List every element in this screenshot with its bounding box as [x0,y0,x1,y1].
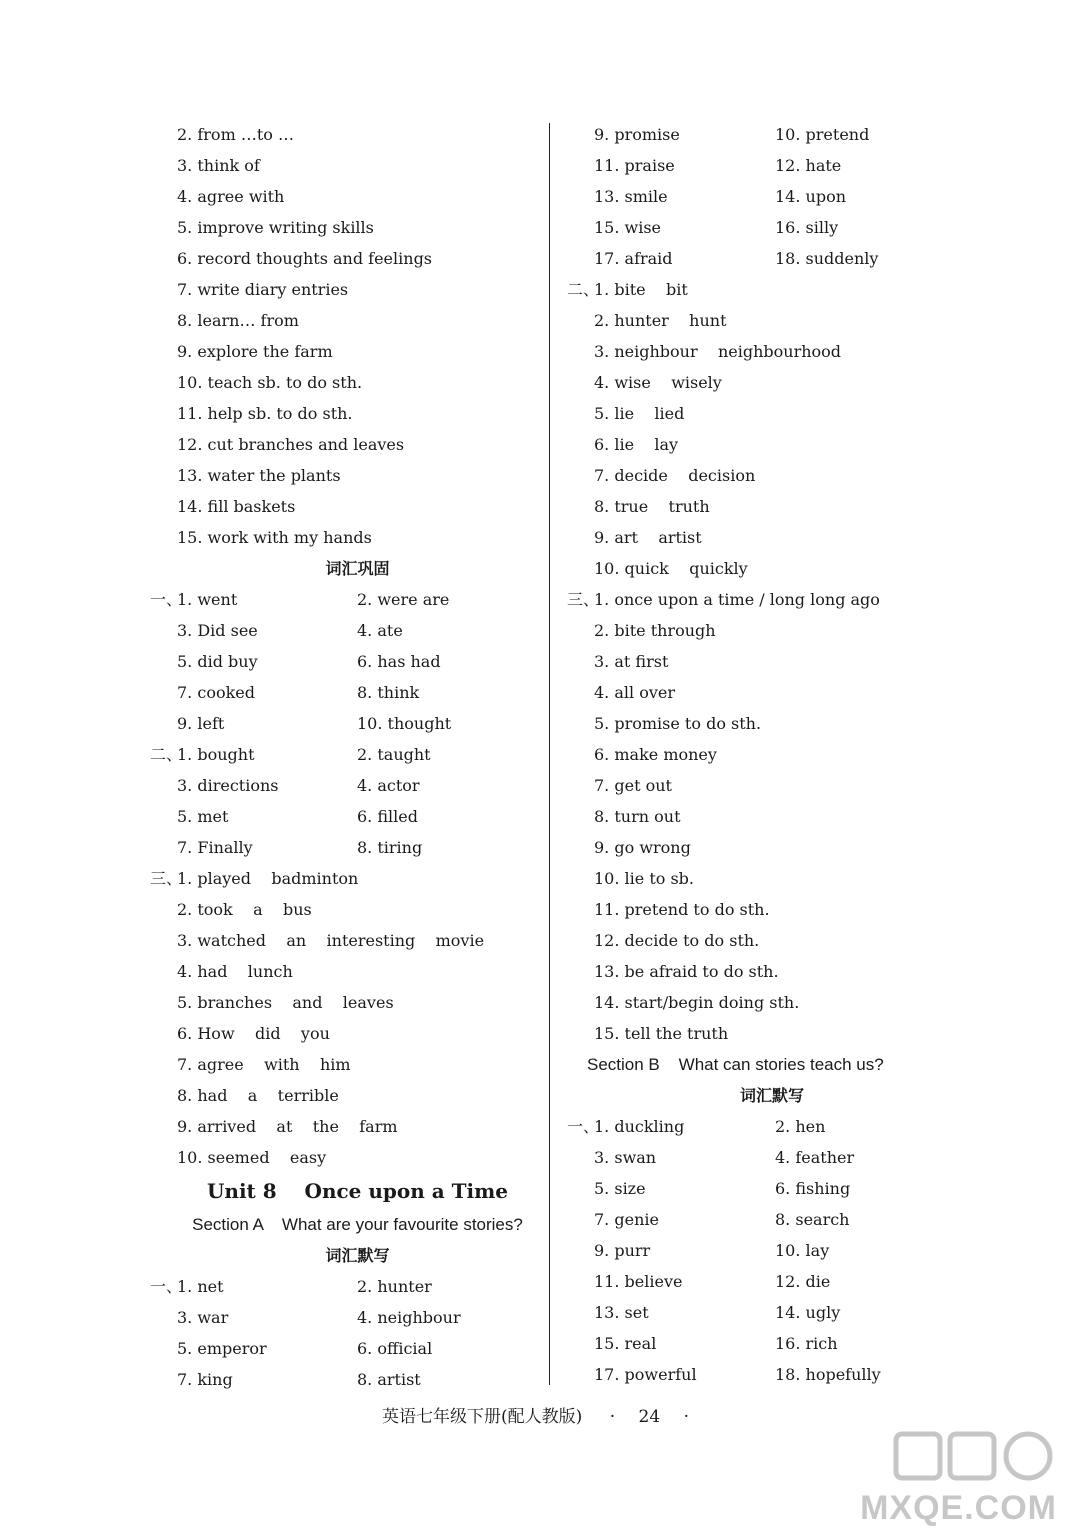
answer-text: 1. played badminton [177,869,359,888]
answer-row [567,770,967,801]
answer-b: 14. upon [775,187,847,206]
answer-a: 3. directions [177,776,279,795]
item-number: 8. [177,311,198,330]
phrase-item [150,429,540,460]
item-number: 13. [177,466,208,485]
answer-a: 7. cooked [177,683,255,702]
answer-row [150,646,540,677]
answer-row [567,243,967,274]
phrase-item [150,367,540,398]
answer-row [150,739,540,770]
answer-b: 10. lay [775,1241,830,1260]
answer-a: 7. king [177,1370,233,1389]
answer-row [150,1049,540,1080]
answer-row [150,1018,540,1049]
answer-a: 17. powerful [594,1365,697,1384]
answer-b: 18. hopefully [775,1365,881,1384]
answer-a: 11. praise [594,156,675,175]
phrase-text [177,150,260,181]
answer-row [150,987,540,1018]
answer-row [567,1204,967,1235]
answer-b: 16. rich [775,1334,838,1353]
answer-text: 10. lie to sb. [594,869,695,888]
answer-text: 1. bite bit [594,280,688,299]
left-column [150,119,540,1395]
answer-row [150,832,540,863]
answer-a: 9. left [177,714,225,733]
phrase-item [150,181,540,212]
answer-b: 12. hate [775,156,842,175]
item-text: teach sb. to do sth. [207,373,363,392]
section-marker: 三、 [567,590,600,609]
answer-text: 2. hunter hunt [594,311,727,330]
phrase-item [150,150,540,181]
answer-row [567,1235,967,1266]
answer-b: 6. has had [357,652,441,671]
item-text: think of [197,156,260,175]
answer-row [567,646,967,677]
answer-a: 15. real [594,1334,657,1353]
section-marker: 三、 [150,869,183,888]
answer-text: 5. lie lied [594,404,685,423]
phrase-item [150,274,540,305]
phrase-text [177,305,299,336]
answer-text: 9. arrived at the farm [177,1117,398,1136]
answer-row [567,491,967,522]
answer-row [567,956,967,987]
phrase-item [150,212,540,243]
answer-a: 5. did buy [177,652,258,671]
column-divider [549,123,550,1385]
answer-a: 17. afraid [594,249,673,268]
phrase-text [177,522,372,553]
answer-a: 7. genie [594,1210,659,1229]
phrase-item [150,336,540,367]
item-number: 12. [177,435,208,454]
item-number: 4. [177,187,198,206]
answer-text: 9. go wrong [594,838,691,857]
answer-a: 7. Finally [177,838,253,857]
answer-a: 11. believe [594,1272,683,1291]
answer-text: 4. had lunch [177,962,293,981]
answer-row [567,1111,967,1142]
answer-row [567,1328,967,1359]
footer-dot-left: · [609,1407,616,1427]
answer-row [567,336,967,367]
answer-text: 8. true truth [594,497,710,516]
answer-b: 14. ugly [775,1303,841,1322]
answer-row [567,429,967,460]
answer-text: 15. tell the truth [594,1024,729,1043]
answer-row [567,553,967,584]
phrase-text [177,460,341,491]
answer-row [567,1359,967,1390]
answer-row [567,615,967,646]
answer-b: 8. tiring [357,838,423,857]
answer-a: 1. duckling [594,1117,685,1136]
phrase-text [177,491,295,522]
phrase-text [177,119,294,150]
answer-row [150,1302,540,1333]
answer-text: 12. decide to do sth. [594,931,760,950]
item-text: cut branches and leaves [207,435,405,454]
answer-row [567,894,967,925]
answer-row [567,1142,967,1173]
answer-text: 3. watched an interesting movie [177,931,485,950]
answer-row [150,1080,540,1111]
watermark-logo [860,1428,1057,1528]
item-text: agree with [197,187,285,206]
watermark-stamp-icon [892,1428,1057,1488]
answer-b: 8. search [775,1210,850,1229]
page-number: 24 [638,1407,661,1427]
answer-text: 7. decide decision [594,466,756,485]
answer-b: 10. pretend [775,125,870,144]
answer-text: 6. How did you [177,1024,330,1043]
answer-b: 6. fishing [775,1179,851,1198]
answer-b: 4. neighbour [357,1308,461,1327]
phrase-item [150,243,540,274]
answer-a: 13. smile [594,187,668,206]
heading-vocab-consolidation: 词汇巩固 [325,559,390,578]
heading-vocab-dictation: 词汇默写 [739,1086,804,1105]
answer-row [567,181,967,212]
answer-row [150,956,540,987]
answer-row [567,367,967,398]
phrase-item [150,119,540,150]
item-text: water the plants [207,466,341,485]
answer-a: 9. purr [594,1241,651,1260]
answer-text: 6. make money [594,745,717,764]
footer-dot-right: · [683,1407,689,1427]
answer-row [567,522,967,553]
answer-text: 4. all over [594,683,675,702]
answer-row [150,1364,540,1395]
answer-text: 5. branches and leaves [177,993,394,1012]
item-number: 15. [177,528,208,547]
phrase-item [150,305,540,336]
item-number: 11. [177,404,208,423]
answer-row [567,212,967,243]
answer-row [567,801,967,832]
answer-b: 6. filled [357,807,418,826]
section-marker: 二、 [150,745,183,764]
section-b-title: Section B What can stories teach us? [587,1055,884,1074]
answer-a: 5. emperor [177,1339,267,1358]
answer-a: 3. war [177,1308,229,1327]
answer-row [150,863,540,894]
phrase-text [177,336,333,367]
answer-row [567,305,967,336]
answer-row [150,1142,540,1173]
answer-row [150,801,540,832]
answer-row [150,584,540,615]
answer-text: 13. be afraid to do sth. [594,962,779,981]
answer-row [567,739,967,770]
answer-b: 4. ate [357,621,403,640]
answer-row [567,119,967,150]
answer-b: 2. hen [775,1117,826,1136]
answer-row [567,150,967,181]
answer-row [567,1266,967,1297]
item-number: 9. [177,342,198,361]
answer-a: 1. net [177,1277,224,1296]
section-marker: 二、 [567,280,600,299]
answer-b: 2. were are [357,590,450,609]
item-number: 10. [177,373,208,392]
answer-row [150,1333,540,1364]
answer-text: 9. art artist [594,528,702,547]
answer-row [150,925,540,956]
answer-text: 5. promise to do sth. [594,714,762,733]
answer-text: 8. turn out [594,807,681,826]
answer-row [150,615,540,646]
answer-b: 8. artist [357,1370,421,1389]
answer-row [567,398,967,429]
phrase-text [177,181,284,212]
answer-row [567,708,967,739]
answer-row [150,770,540,801]
answer-text: 11. pretend to do sth. [594,900,770,919]
section-marker: 一、 [150,590,183,609]
answer-a: 1. bought [177,745,255,764]
phrase-text [177,274,348,305]
answer-row [567,460,967,491]
section-marker: 一、 [150,1277,183,1296]
section-marker: 一、 [567,1117,600,1136]
unit-title: Unit 8 Once upon a Time [206,1179,509,1203]
answer-text: 2. took a bus [177,900,312,919]
answer-text: 7. get out [594,776,672,795]
item-number: 3. [177,156,198,175]
item-text: fill baskets [207,497,296,516]
answer-b: 8. think [357,683,420,702]
answer-row [567,274,967,305]
answer-b: 16. silly [775,218,839,237]
answer-row [150,677,540,708]
item-text: explore the farm [197,342,333,361]
answer-row [150,1271,540,1302]
phrase-text [177,398,353,429]
answer-text: 8. had a terrible [177,1086,339,1105]
answer-a: 3. swan [594,1148,657,1167]
item-number: 6. [177,249,198,268]
answer-row [567,584,967,615]
phrase-text [177,367,362,398]
answer-b: 4. actor [357,776,420,795]
answer-text: 3. at first [594,652,669,671]
answer-a: 5. met [177,807,229,826]
answer-b: 10. thought [357,714,452,733]
item-text: work with my hands [207,528,372,547]
item-text: record thoughts and feelings [197,249,433,268]
answer-row [567,925,967,956]
phrase-item [150,460,540,491]
answer-b: 2. taught [357,745,431,764]
answer-b: 2. hunter [357,1277,432,1296]
answer-a: 5. size [594,1179,646,1198]
item-text: write diary entries [197,280,349,299]
phrase-item [150,398,540,429]
answer-text: 10. seemed easy [177,1148,327,1167]
answer-row [567,863,967,894]
item-number: 5. [177,218,198,237]
answer-a: 3. Did see [177,621,258,640]
answer-b: 18. suddenly [775,249,879,268]
answer-text: 3. neighbour neighbourhood [594,342,842,361]
answer-text: 14. start/begin doing sth. [594,993,800,1012]
item-number: 14. [177,497,208,516]
answer-row [150,894,540,925]
answer-b: 12. die [775,1272,831,1291]
item-number: 2. [177,125,198,144]
answer-row [567,1173,967,1204]
answer-row [567,832,967,863]
phrase-text [177,429,404,460]
answer-text: 1. once upon a time / long long ago [594,590,880,609]
answer-row [150,1111,540,1142]
answer-a: 13. set [594,1303,649,1322]
answer-row [567,1018,967,1049]
item-text: help sb. to do sth. [207,404,353,423]
answer-row [150,708,540,739]
answer-a: 9. promise [594,125,680,144]
answer-b: 4. feather [775,1148,855,1167]
answer-text: 2. bite through [594,621,716,640]
answer-row [567,1297,967,1328]
watermark-text: MXQE.COM [860,1489,1057,1527]
answer-text: 4. wise wisely [594,373,722,392]
section-a-title: Section A What are your favourite stories? [192,1215,523,1234]
answer-text: 10. quick quickly [594,559,748,578]
heading-vocab-dictation: 词汇默写 [325,1246,390,1265]
phrase-item [150,522,540,553]
answer-text: 7. agree with him [177,1055,351,1074]
item-number: 7. [177,280,198,299]
answer-row [567,677,967,708]
item-text: improve writing skills [197,218,374,237]
right-column [567,119,967,1390]
footer-book-title: 英语七年级下册(配人教版) [382,1407,583,1427]
answer-a: 1. went [177,590,238,609]
phrase-text [177,243,432,274]
answer-row [567,987,967,1018]
answer-text: 6. lie lay [594,435,679,454]
phrase-item [150,491,540,522]
item-text: learn… from [197,311,299,330]
phrase-text [177,212,374,243]
answer-a: 15. wise [594,218,662,237]
answer-b: 6. official [357,1339,433,1358]
item-text: from …to … [197,125,294,144]
